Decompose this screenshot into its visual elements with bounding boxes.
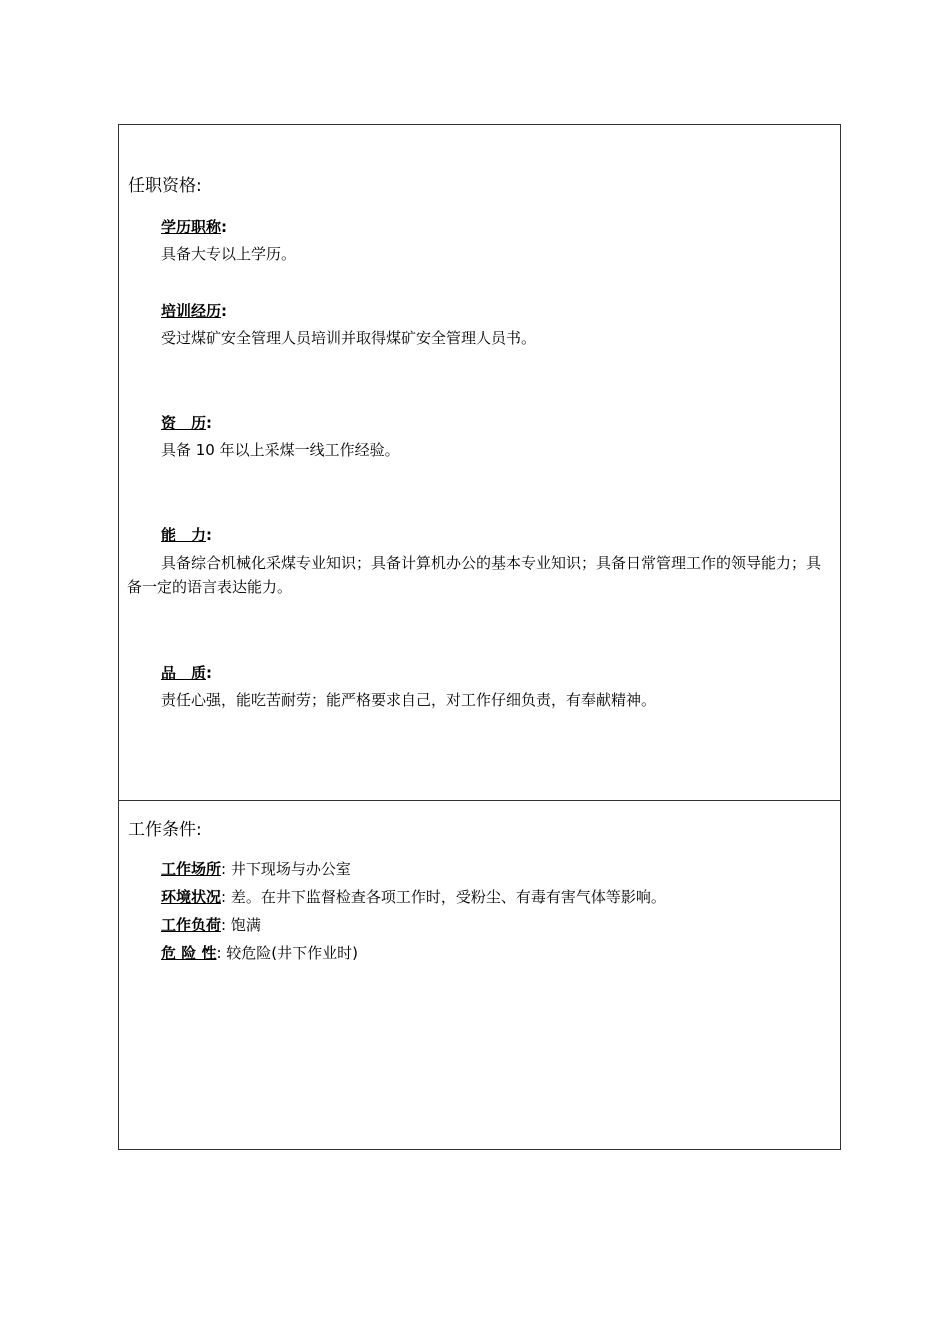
qualifications-section	[119, 125, 840, 801]
ability-heading	[161, 525, 212, 545]
education-heading	[161, 217, 227, 237]
quality-heading	[161, 663, 212, 683]
quality-text: 责任心强，能吃苦耐劳；能严格要求自己，对工作仔细负责，有奉献精神。	[161, 691, 657, 709]
ability-heading-colon: :	[206, 526, 213, 544]
condition-environment	[161, 887, 666, 907]
condition-environment-label: 环境状况	[161, 888, 222, 906]
condition-workplace	[161, 859, 351, 879]
conditions-section	[119, 801, 840, 1149]
job-description-table	[118, 124, 841, 1150]
experience-heading-label: 资 历	[161, 414, 207, 432]
condition-risk-label: 危 险 性	[161, 944, 217, 962]
training-heading-colon: :	[221, 302, 228, 320]
ability-text: 具备综合机械化采煤专业知识；具备计算机办公的基本专业知识；具备日常管理工作的领导能力；具备一定的语言表达能力。	[127, 554, 822, 596]
condition-workload-label: 工作负荷	[161, 916, 222, 934]
education-heading-colon: :	[221, 218, 228, 236]
ability-heading-label: 能 力	[161, 526, 207, 544]
condition-workplace-value: : 井下现场与办公室	[221, 860, 351, 878]
education-heading-label: 学历职称	[161, 218, 222, 236]
condition-risk	[161, 943, 358, 963]
training-heading-label: 培训经历	[161, 302, 222, 320]
education-text: 具备大专以上学历。	[161, 245, 297, 263]
quality-heading-label: 品 质	[161, 664, 207, 682]
experience-heading	[161, 413, 212, 433]
condition-workload	[161, 915, 261, 935]
training-heading	[161, 301, 227, 321]
condition-environment-value: : 差。在井下监督检查各项工作时，受粉尘、有毒有害气体等影响。	[221, 888, 666, 906]
experience-text: 具备 10 年以上采煤一线工作经验。	[161, 441, 400, 459]
experience-heading-colon: :	[206, 414, 213, 432]
qualifications-title: 任职资格:	[128, 176, 202, 196]
condition-workplace-label: 工作场所	[161, 860, 222, 878]
condition-workload-value: : 饱满	[221, 916, 261, 934]
training-text: 受过煤矿安全管理人员培训并取得煤矿安全管理人员书。	[161, 329, 537, 347]
quality-heading-colon: :	[206, 664, 213, 682]
conditions-title: 工作条件:	[128, 820, 202, 840]
condition-risk-value: : 较危险(井下作业时)	[216, 944, 358, 962]
